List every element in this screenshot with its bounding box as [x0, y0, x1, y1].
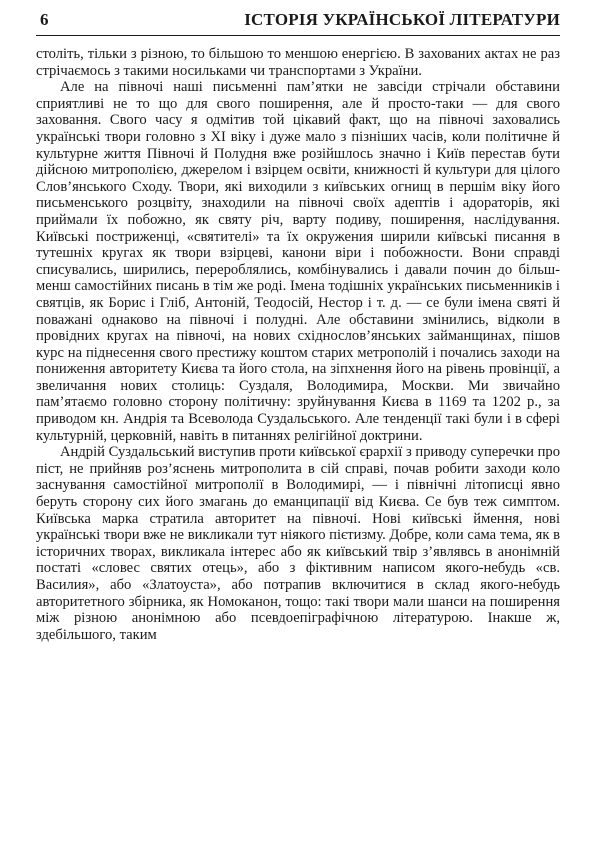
paragraph: Андрій Суздальський виступив проти київської єрархії з приводу суперечки про піст, не прийняв роз’яснень митрополита в сій справі, почав робити заходи коло заснування самостійної митрополії в Володимирі, — і північні літописці явно беруть сторону сих його змагань до еманципації від Києва. Се був теж симптом. Київська марка стратила авторитет на півночі. Нові київські ймення, нові українські твори вже не викликали тут ніякого пієтизму. Добре, коли сама тема, як в історичних творах, викликала інтерес або як київський твір з’являвсь в анонімній постаті «словес святих отець», або з фіктивним написом якого-небудь «св. Василия», або «Златоуста», або потрапив включитися в склад якого-небудь авторитетного збірника, як Номоканон, тощо: такі твори мали шанси на поширення між різною анонімною або псевдоепіграфічною літературою. Інакше ж, здебільшого, таким: [36, 444, 560, 643]
running-title: ІСТОРІЯ УКРАЇНСЬКОЇ ЛІТЕРАТУРИ: [244, 10, 560, 29]
page-number: 6: [40, 10, 49, 29]
paragraph-continued: століть, тільки з різною, то більшою то меншою енергією. В захованих актах не раз стрічаємось з такими носильками чи транспортами з України.: [36, 46, 560, 79]
body-text: [36, 46, 560, 643]
page-header: [36, 10, 560, 36]
paragraph: Але на півночі наші письменні пам’ятки не завсіди стрічали обставини сприятливі не то що для свого поширення, але й просто-таки — для свого заховання. Свого часу я одмітив той цікавий факт, що на півночі заховались українські твори головно з XI віку і дуже мало з пізніших часів, коли політичне й культурне життя Півночі й Полудня вже розійшлось значно і Київ перестав бути дійсною митрополією, джерелом і взірцем освіти, книжності й культури для цілого Слов’янського Сходу. Твори, які виходили з київських огнищ в першім віку його письменського розцвіту, знаходили на півночі своїх адептів і адораторів, які приймали їх побожно, як святу річ, варту подиву, поширення, наслідування. Київські постриженці, «святителі» та їх окружения ширили київські писання в тутешніх кругах як твори взірцеві, канони віри і побожности. Вони справді списувались, ширились, перероблялись, комбінувались і давали почин до більш-менш самостійних писань в тім же роді. Імена тодішніх українських письменників і святців, як Борис і Гліб, Антоній, Теодосій, Нестор і т. д. — се були імена святі й поважані однаково на півночі і полудні. Але обставини змінились, відколи в провідних кругах на півночі, на нових східнослов’янських займанщинах, пішов курс на піднесення свого престижу коштом старих метрополій і почались заходи на пониження авторитету Києва та його стола, на зіпхнення його на рівень провінції, а звеличання нових столиць: Суздаля, Володимира, Москви. Ми звичайно пам’ятаємо головно сторону політичну: зруйнування Києва в 1169 та 1202 р., за приводом кн. Андрія та Всеволода Суздальського. Але тенденції такі були і в сфері культурній, церковній, навіть в питаннях релігійної доктрини.: [36, 79, 560, 444]
